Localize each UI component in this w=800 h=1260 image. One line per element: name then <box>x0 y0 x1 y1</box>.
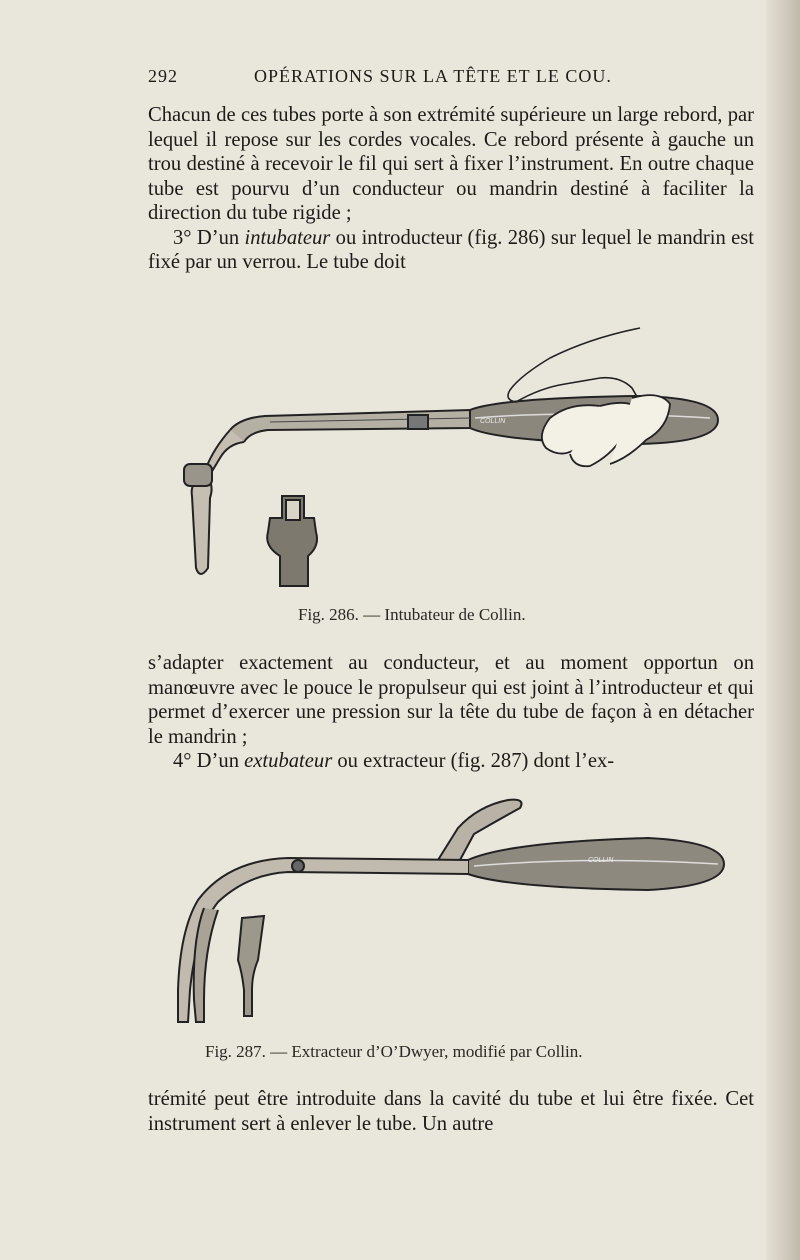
figure-287-caption: Fig. 287. — Extracteur d’O’Dwyer, modifié par Collin. <box>205 1042 583 1061</box>
extractor-tube-piece <box>238 916 264 1016</box>
tube-piece-fig286 <box>267 496 317 586</box>
item-4-rest: ou extracteur (fig. 287) dont l’ex- <box>332 750 615 772</box>
extractor-arm <box>178 858 468 1022</box>
paragraph-extremite: trémité peut être introduite dans la cavité du tube et lui être fixée. Cet instrument sert à enlever le tube. Un autre <box>148 1088 754 1135</box>
intubator-shaft <box>230 410 470 442</box>
text-block-bottom <box>148 1087 754 1136</box>
paragraph-item-4 <box>148 749 754 774</box>
intubator-tube <box>192 430 244 574</box>
item-3-prefix: 3° D’un <box>173 226 245 249</box>
text-block-top <box>148 103 754 275</box>
text-block-middle <box>148 651 754 774</box>
figure-287-extractor <box>168 790 733 1035</box>
hand-outline <box>508 328 640 402</box>
item-4-prefix: 4° D’un <box>173 750 245 772</box>
engraved-label-fig287: COLLIN <box>588 857 614 864</box>
paragraph-item-3 <box>148 226 754 275</box>
item-4-term: extubateur <box>244 750 333 772</box>
figure-286-intubator <box>170 318 730 588</box>
item-3-term: intubateur <box>244 226 331 249</box>
paragraph-mandrin: s’adapter exactement au conducteur, et au moment opportun on manœuvre avec le pouce le propulseur qui est joint à l’introducteur et qui permet d’exercer une pression sur la tête du tube de façon à en détacher le mandrin ; <box>148 652 754 748</box>
page-number: 292 <box>148 66 178 86</box>
page-edge-shadow <box>766 0 800 1260</box>
item-3-rest: ou introducteur (fig. 286) sur lequel le mandrin est fixé par un verrou. Le tube doit <box>148 226 755 273</box>
figure-286-caption: Fig. 286. — Intubateur de Collin. <box>298 605 526 624</box>
engraved-label-fig286: COLLIN <box>480 418 506 425</box>
paragraph-tubes: Chacun de ces tubes porte à son extrémité supérieure un large rebord, par lequel il repose sur les cordes vocales. Ce rebord présente à gauche un trou destiné à recevoir le fil qui sert à fixer l’instrument. En outre chaque tube est pourvu d’un conducteur ou mandrin destiné à faciliter la direction du tube rigide ; <box>148 104 754 224</box>
running-header <box>148 66 754 92</box>
running-title: OPÉRATIONS SUR LA TÊTE ET LE COU. <box>254 66 612 86</box>
